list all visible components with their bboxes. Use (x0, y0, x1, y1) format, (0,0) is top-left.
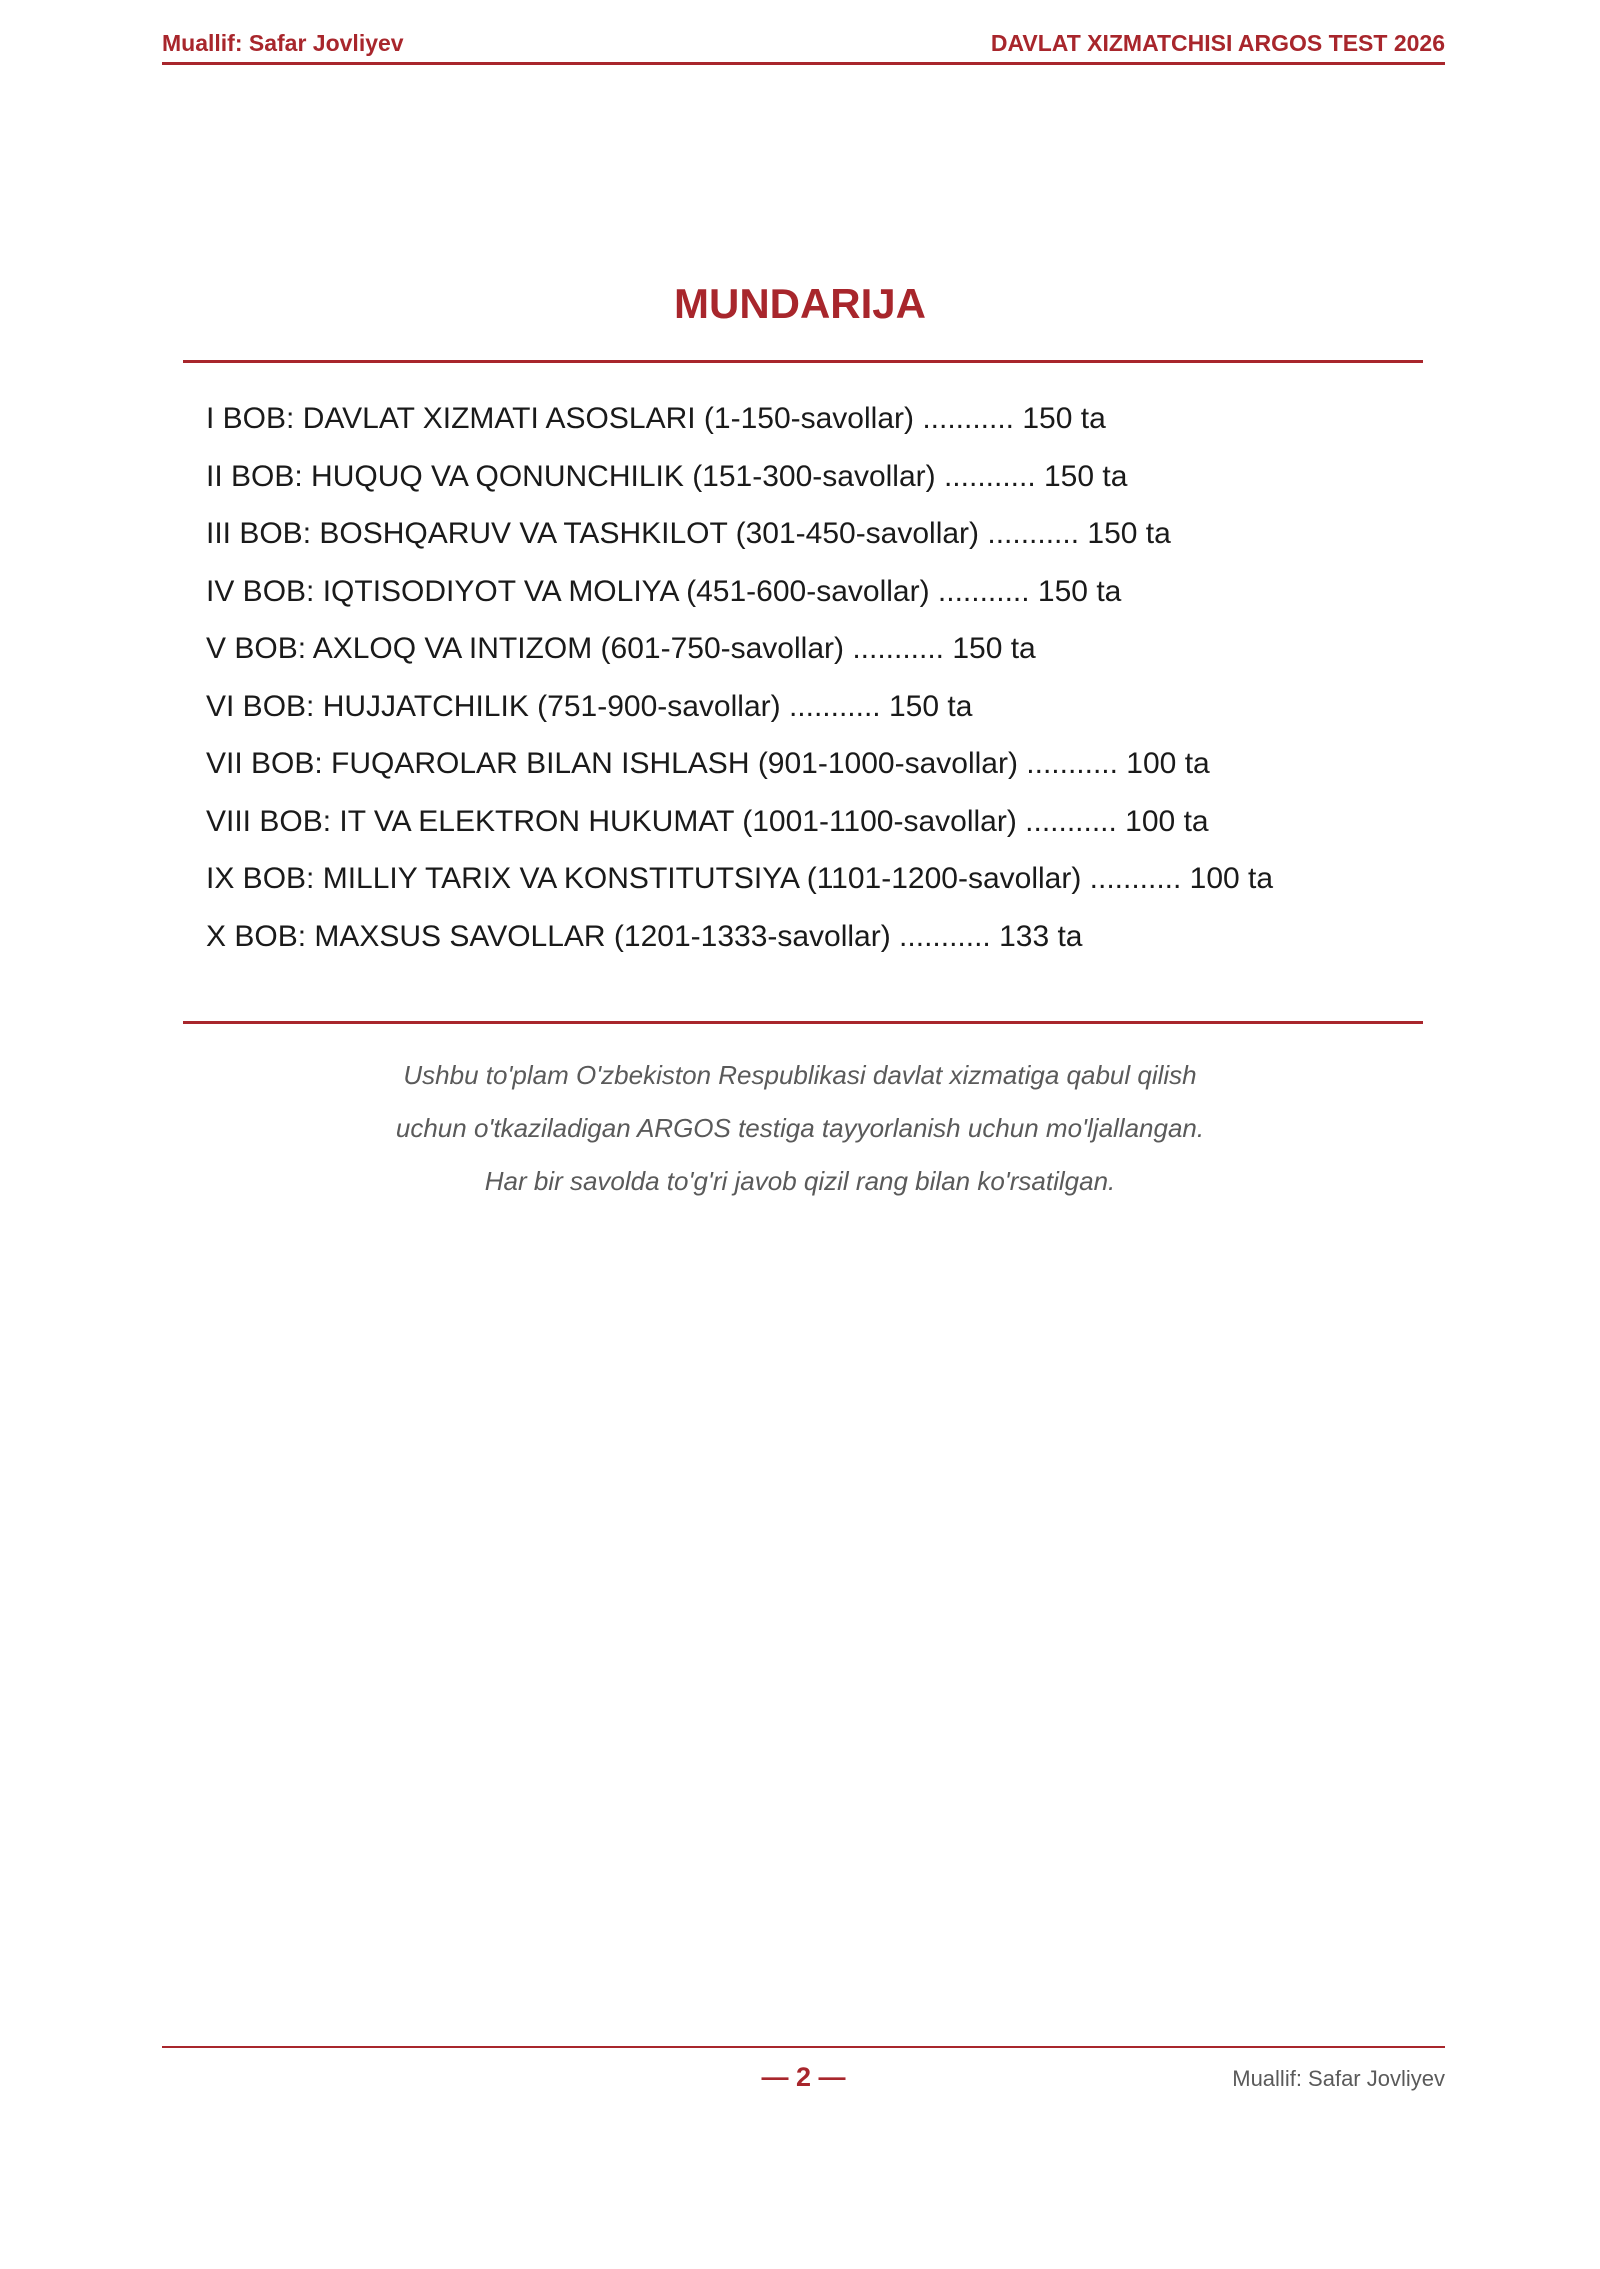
toc-item-7: VII BOB: FUQAROLAR BILAN ISHLASH (901-1000-savollar) ........... 100 ta (206, 747, 1210, 780)
page-header (162, 28, 1445, 65)
toc-item-4: IV BOB: IQTISODIYOT VA MOLIYA (451-600-savollar) ........... 150 ta (206, 574, 1122, 608)
page-footer (162, 2046, 1445, 2108)
table-of-contents (206, 397, 1426, 972)
contents-title: MUNDARIJA (674, 280, 926, 327)
toc-item-2: II BOB: HUQUQ VA QONUNCHILIK (151-300-savollar) ........... 150 ta (206, 459, 1128, 493)
toc-item-8: VIII BOB: IT VA ELEKTRON HUKUMAT (1001-1100-savollar) ........... 100 ta (206, 804, 1209, 838)
toc-item-9: IX BOB: MILLIY TARIX VA KONSTITUTSIYA (1101-1200-savollar) ........... 100 ta (206, 862, 1274, 895)
contents-divider (183, 1021, 1423, 1024)
toc-item-5: V BOB: AXLOQ VA INTIZOM (601-750-savollar) ........... 150 ta (206, 632, 1036, 665)
header-doc-title: DAVLAT XIZMATCHISI ARGOS TEST 2026 (990, 30, 1445, 56)
toc-item-10: X BOB: MAXSUS SAVOLLAR (1201-1333-savollar) ........... 133 ta (206, 919, 1083, 953)
note-line-2: uchun o'tkaziladigan ARGOS testiga tayyorlanish uchun mo'ljallangan. (395, 1113, 1205, 1143)
page-number: — 2 — (761, 2062, 846, 2092)
toc-item-1: I BOB: DAVLAT XIZMATI ASOSLARI (1-150-savollar) ........... 150 ta (206, 402, 1106, 435)
intro-note (0, 1049, 1600, 1208)
note-line-3: Har bir savolda to'g'ri javob qizil rang bilan ko'rsatilgan. (484, 1166, 1116, 1196)
title-divider (183, 360, 1423, 363)
toc-item-3: III BOB: BOSHQARUV VA TASHKILOT (301-450-savollar) ........... 150 ta (206, 517, 1171, 550)
toc-item-6: VI BOB: HUJJATCHILIK (751-900-savollar) ........... 150 ta (206, 689, 973, 723)
note-line-1: Ushbu to'plam O'zbekiston Respublikasi davlat xizmatiga qabul qilish (403, 1060, 1197, 1090)
footer-author: Muallif: Safar Jovliyev (1232, 2066, 1445, 2091)
header-author: Muallif: Safar Jovliyev (162, 30, 404, 56)
